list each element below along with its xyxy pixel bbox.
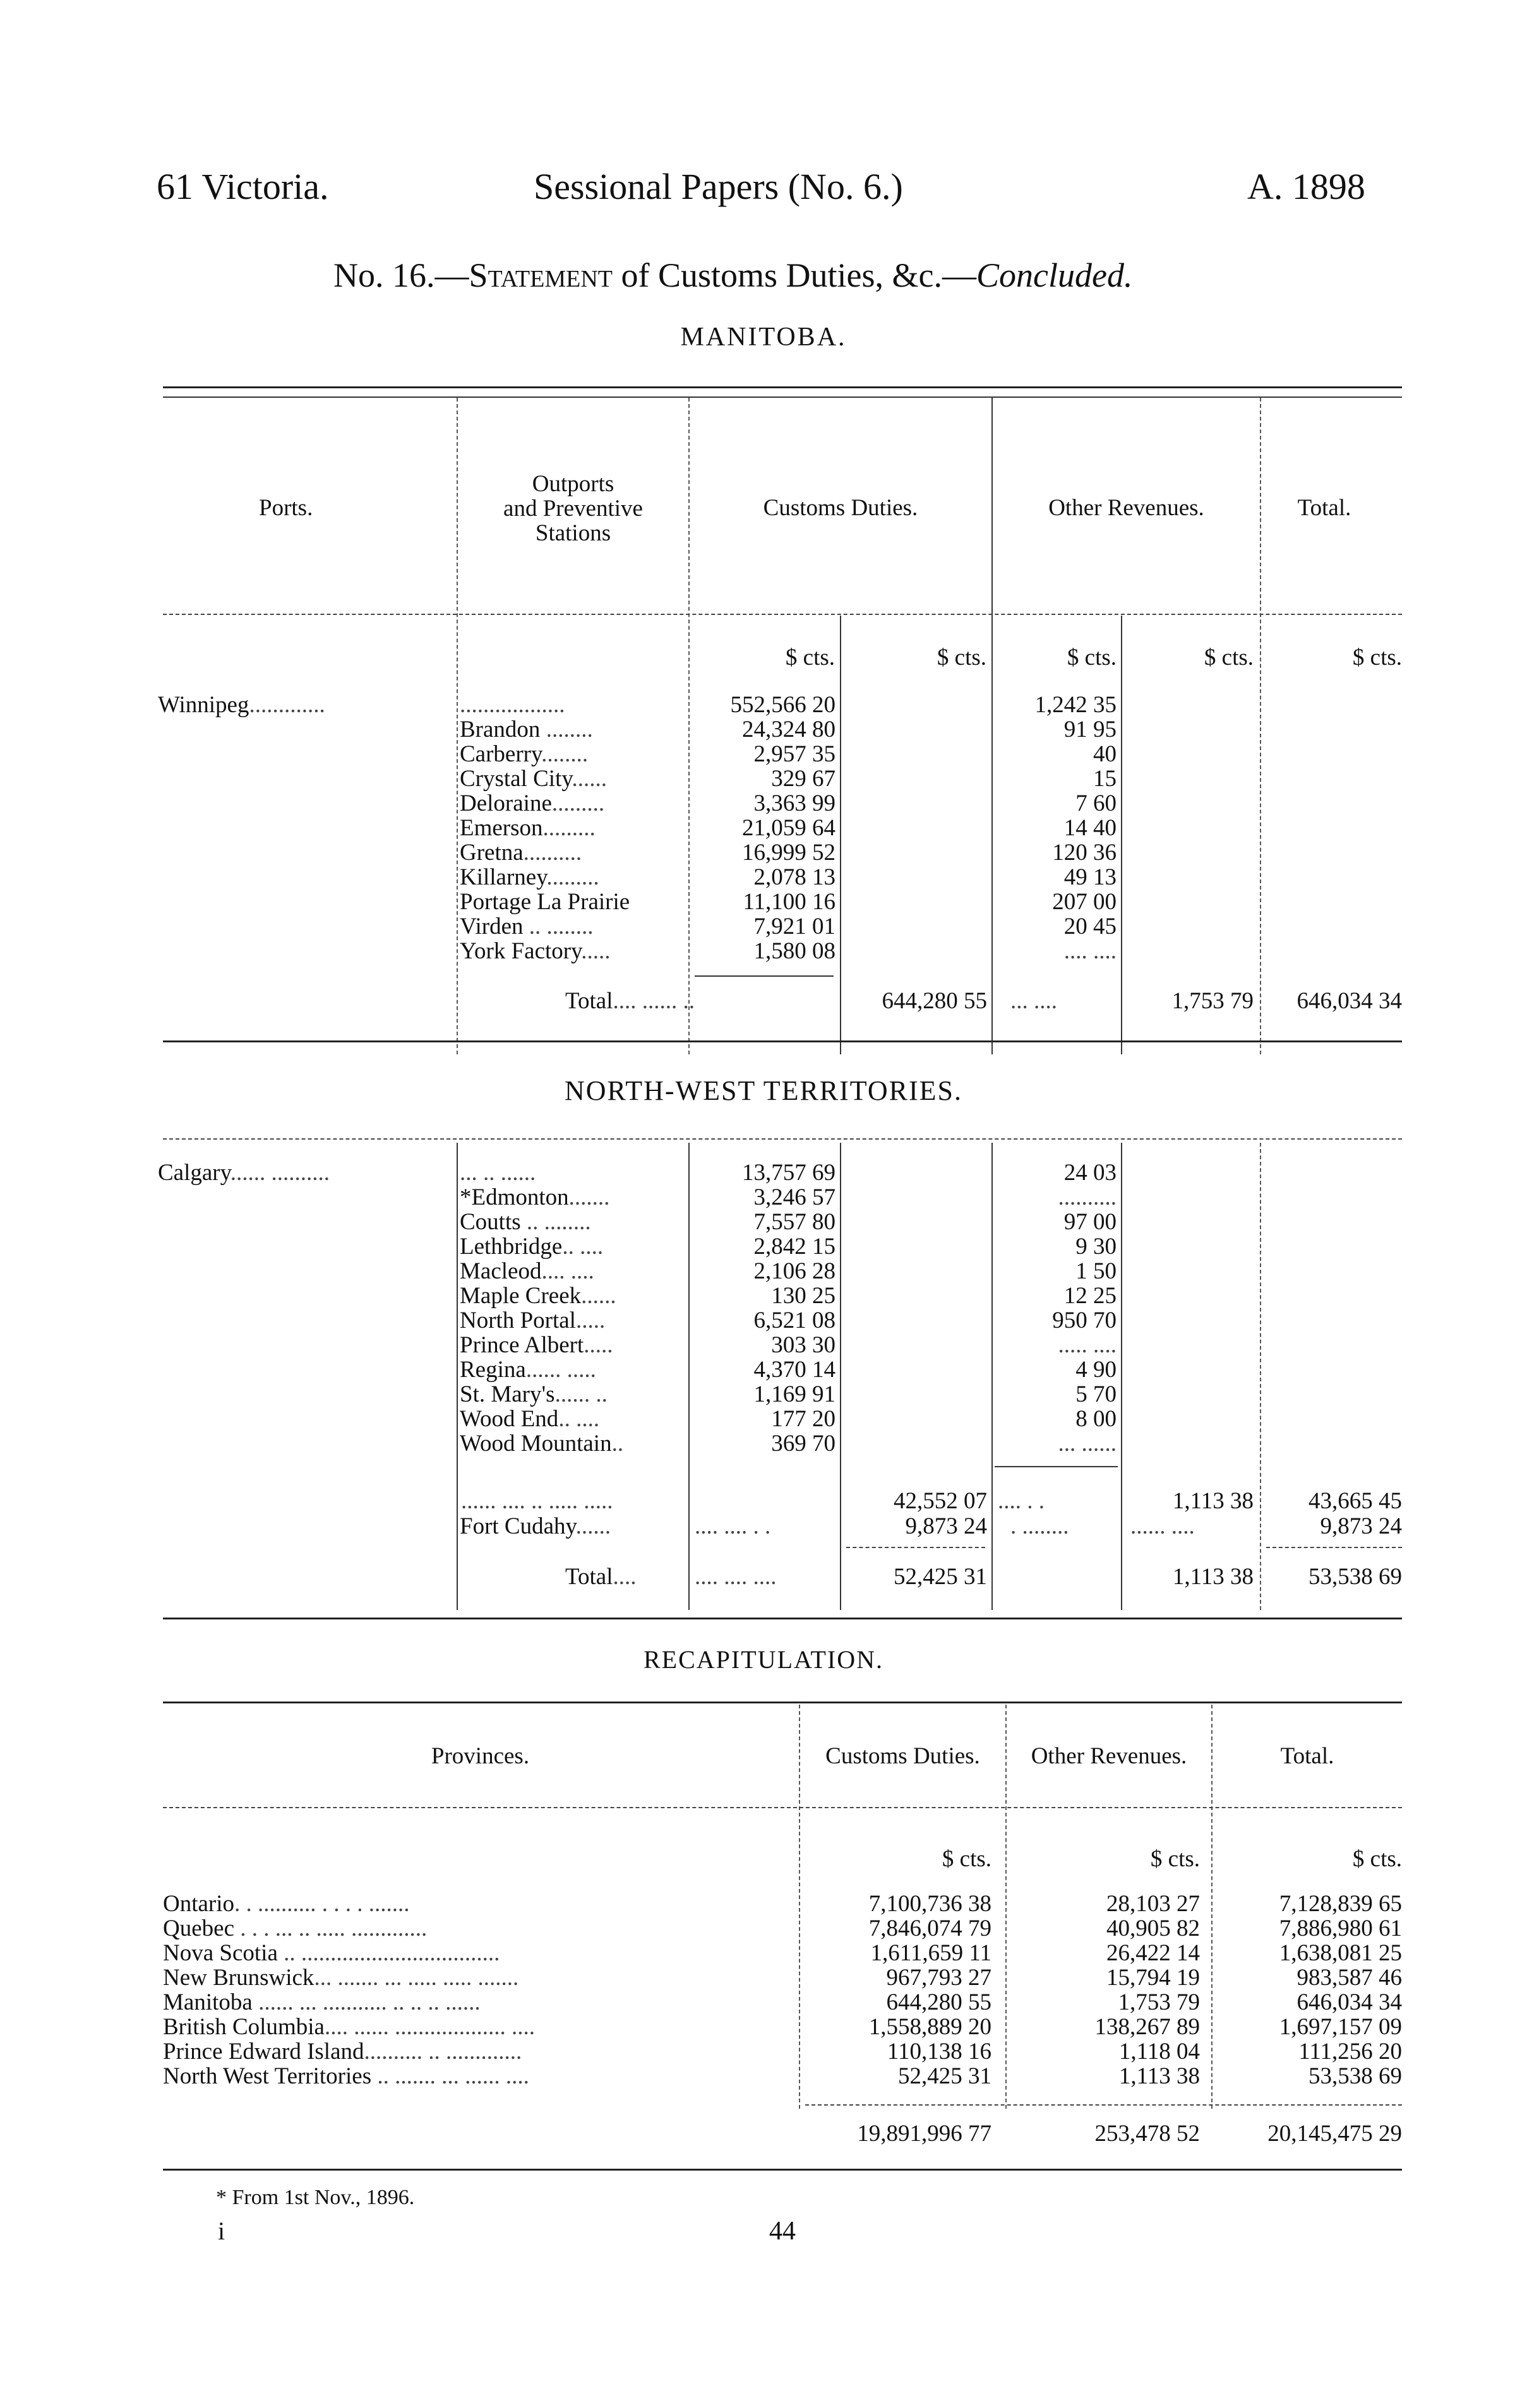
page-number: 44	[769, 2217, 796, 2246]
port-name: Winnipeg.............	[158, 692, 325, 718]
dots: . ........	[1010, 1513, 1069, 1539]
table-cell: 24,324 80	[742, 717, 835, 742]
table-cell: 12 25	[1063, 1283, 1117, 1309]
sum-rule	[805, 2104, 1402, 2106]
table-cell: 177 20	[771, 1406, 835, 1432]
nwt-top-rule	[163, 1138, 1402, 1140]
nwt-total-other: 1,113 38	[1172, 1564, 1254, 1590]
table-cell: 1,753 79	[1118, 1989, 1200, 2015]
unit-label: $ cts.	[1352, 1846, 1402, 1872]
table-cell: 9 30	[1075, 1234, 1117, 1260]
recap-total-header: Total.	[1280, 1743, 1334, 1769]
table-cell: 28,103 27	[1106, 1891, 1200, 1917]
other-revenues-header: Other Revenues.	[1048, 495, 1204, 521]
table-cell: 983,587 46	[1296, 1965, 1402, 1991]
provinces-header: Provinces.	[431, 1743, 530, 1769]
table-cell: 1 50	[1075, 1258, 1117, 1284]
table-cell: 7,128,839 65	[1279, 1891, 1402, 1917]
nwt-total: 53,538 69	[1308, 1564, 1402, 1590]
table-cell: 2,842 15	[753, 1234, 835, 1260]
manitoba-top-rule	[163, 386, 1402, 388]
nwt-col-divider-3	[840, 1143, 841, 1610]
dots: ...... ....	[1130, 1513, 1195, 1539]
table-cell: 52,425 31	[898, 2063, 991, 2089]
nwt-col-divider-2	[688, 1143, 690, 1610]
table-cell: 1,118 04	[1118, 2039, 1200, 2065]
nwt-title: NORTH-WEST TERRITORIES.	[564, 1075, 963, 1106]
table-cell: 303 30	[771, 1332, 835, 1358]
unit-label: $ cts.	[1150, 1846, 1200, 1872]
table-cell: 1,697,157 09	[1279, 2014, 1402, 2040]
page-mark: i	[218, 2217, 225, 2245]
footnote: * From 1st Nov., 1896.	[216, 2186, 415, 2209]
session-label: 61 Victoria.	[157, 166, 329, 207]
dots: .... .... . .	[695, 1513, 771, 1539]
table-cell: 14 40	[1063, 815, 1117, 841]
customs-values	[692, 693, 835, 963]
nwt-subtotal-customs: 42,552 07	[894, 1488, 987, 1514]
recap-total-other: 253,478 52	[1094, 2121, 1200, 2147]
year-label: A. 1898	[1247, 166, 1365, 207]
table-cell: 5 70	[1075, 1381, 1117, 1407]
sum-rule	[695, 975, 834, 977]
recap-bottom-rule	[163, 2169, 1402, 2171]
table-cell: 110,138 16	[887, 2039, 991, 2065]
table-cell: 91 95	[1063, 717, 1117, 742]
nwt-bottom-rule	[163, 1618, 1402, 1619]
customs-values	[692, 1160, 835, 1456]
station-list: .................. Brandon ........ Carberry........ Crystal City...... Deloraine......... Emerson......... Gretna.......... Killarney......... Portage La Prairie Virden .. ........ York Factory.....	[460, 692, 630, 964]
table-cell: 20 45	[1063, 914, 1117, 939]
recap-title: RECAPITULATION.	[644, 1645, 883, 1674]
manitoba-title: MANITOBA.	[680, 323, 847, 352]
dots: ... ....	[1010, 988, 1057, 1014]
ports-header: Ports.	[259, 495, 313, 521]
table-cell: 7,921 01	[753, 914, 835, 939]
table-cell: 7,100,736 38	[868, 1891, 991, 1917]
nwt-subtotal-other: 1,113 38	[1172, 1488, 1254, 1514]
table-cell: 15	[1093, 766, 1117, 792]
total-label: Total....	[565, 1564, 637, 1590]
fort-cudahy-customs: 9,873 24	[905, 1513, 987, 1539]
table-cell: 7,886,980 61	[1279, 1916, 1402, 1941]
table-cell: 138,267 89	[1094, 2014, 1200, 2040]
table-cell: 16,999 52	[742, 840, 835, 866]
table-cell: 3,363 99	[753, 790, 835, 816]
manitoba-total: 646,034 34	[1296, 988, 1402, 1014]
total-header: Total.	[1297, 495, 1351, 521]
table-cell: 130 25	[771, 1283, 835, 1309]
other-revenue-values: 24 03 .......... 97 00 9 30 1 50 12 25 950 70 ..... .... 4 90 5 70 8 00 ... ......	[995, 1160, 1117, 1456]
table-cell: 111,256 20	[1298, 2039, 1402, 2065]
table-cell: 53,538 69	[1308, 2063, 1402, 2089]
table-cell: 97 00	[1063, 1209, 1117, 1235]
recap-other-header: Other Revenues.	[1031, 1743, 1187, 1769]
table-cell: 4,370 14	[753, 1357, 835, 1383]
unit-label: $ cts.	[937, 645, 986, 671]
table-cell: 1,558,889 20	[868, 2014, 991, 2040]
dots: ...... .... .. ..... .....	[461, 1488, 613, 1514]
manitoba-col-divider-5	[1121, 616, 1122, 1054]
table-cell: 2,106 28	[753, 1258, 835, 1284]
recap-customs-header: Customs Duties.	[825, 1743, 980, 1769]
table-cell: 1,580 08	[753, 938, 835, 964]
table-cell: 1,113 38	[1118, 2063, 1200, 2089]
total-label: Total.... ...... ..	[565, 988, 695, 1014]
sum-rule	[1266, 1547, 1402, 1548]
fort-cudahy-total: 9,873 24	[1320, 1513, 1402, 1539]
dots: .... .... ....	[695, 1564, 777, 1590]
port-name: Calgary...... ..........	[158, 1160, 330, 1186]
sessional-papers-title: Sessional Papers (No. 6.)	[534, 166, 903, 207]
manitoba-total-customs: 644,280 55	[882, 988, 987, 1014]
customs-duties-header: Customs Duties.	[763, 495, 918, 521]
table-cell: 13,757 69	[742, 1160, 835, 1186]
nwt-col-divider-1	[457, 1143, 458, 1610]
sum-rule	[846, 1547, 985, 1548]
table-cell: 6,521 08	[753, 1308, 835, 1333]
table-cell: 1,611,659 11	[870, 1940, 991, 1966]
table-cell: 11,100 16	[743, 889, 835, 915]
recap-header-rule	[163, 1807, 1402, 1808]
table-cell: 1,242 35	[1034, 692, 1117, 718]
table-cell: 26,422 14	[1106, 1940, 1200, 1966]
nwt-total-customs: 52,425 31	[894, 1564, 987, 1590]
recap-total-values	[1216, 1892, 1402, 2089]
table-cell: 15,794 19	[1106, 1965, 1200, 1991]
unit-label: $ cts.	[1352, 645, 1402, 671]
manitoba-total-other: 1,753 79	[1171, 988, 1254, 1014]
table-cell: 967,793 27	[886, 1965, 991, 1991]
table-cell: 1,638,081 25	[1279, 1940, 1402, 1966]
table-cell: 552,566 20	[730, 692, 835, 718]
table-cell: 21,059 64	[742, 815, 835, 841]
table-cell: 49 13	[1063, 864, 1117, 890]
table-cell: 40	[1093, 741, 1117, 767]
table-cell: 7 60	[1075, 790, 1117, 816]
table-cell: 950 70	[1052, 1308, 1117, 1333]
recap-customs-values	[802, 1892, 991, 2089]
station-list: ... .. ...... *Edmonton....... Coutts .. ........ Lethbridge.. .... Macleod.... .... Maple Creek...... North Portal..... Prince Albert..... Regina...... ..... St. Mary's...... .. Wood End.. .... Wood Mountain..	[460, 1160, 624, 1457]
table-cell: 4 90	[1075, 1357, 1117, 1383]
table-cell: 3,246 57	[753, 1184, 835, 1210]
table-cell: 120 36	[1052, 840, 1117, 866]
nwt-col-divider-4	[991, 1143, 993, 1610]
province-list: Ontario. . .......... . . . . ....... Quebec . . . ... .. ..... ............. Nova Scotia .. .................................. New Brunswick... ....... ... ..... ..... ....... Manitoba ...... ... ........... .. .. .. ...... British Columbia.... ...... ................... .... Prince Edward Island.......... .. ............. North West Territories .. ....... ... ...... ....	[163, 1891, 535, 2089]
table-cell: 644,280 55	[886, 1989, 991, 2015]
recap-top-rule	[163, 1702, 1402, 1703]
unit-label: $ cts.	[942, 1846, 991, 1872]
table-cell: 646,034 34	[1296, 1989, 1402, 2015]
table-cell: 2,078 13	[753, 864, 835, 890]
other-revenue-values: 1,242 35 91 95 40 15 7 60 14 40 120 36 49 13 207 00 20 45 .... ....	[995, 693, 1117, 963]
recap-grand-total: 20,145,475 29	[1267, 2121, 1402, 2147]
table-cell: 7,846,074 79	[868, 1916, 991, 1941]
table-cell: 369 70	[771, 1431, 835, 1457]
manitoba-top-rule-2	[163, 396, 1402, 398]
unit-label: $ cts.	[1204, 645, 1254, 671]
outports-header: Outports and Preventive Stations	[503, 471, 643, 546]
table-cell: 329 67	[771, 766, 835, 792]
unit-label: $ cts.	[785, 645, 835, 671]
table-cell: 2,957 35	[753, 741, 835, 767]
statement-title: No. 16.—Statement of Customs Duties, &c.—Concluded.	[333, 256, 1133, 294]
manitoba-header-rule	[163, 614, 1402, 615]
dots: .... . .	[998, 1488, 1045, 1514]
nwt-col-divider-6	[1260, 1143, 1261, 1610]
table-cell: 8 00	[1075, 1406, 1117, 1432]
manitoba-bottom-rule	[163, 1040, 1402, 1042]
table-cell: 40,905 82	[1106, 1916, 1200, 1941]
fort-cudahy-label: Fort Cudahy......	[460, 1513, 611, 1539]
table-cell: 7,557 80	[753, 1209, 835, 1235]
table-cell: 207 00	[1052, 889, 1117, 915]
table-cell: 1,169 91	[753, 1381, 835, 1407]
sum-rule	[995, 1466, 1118, 1467]
manitoba-col-divider-4	[840, 616, 841, 1054]
nwt-subtotal-total: 43,665 45	[1308, 1488, 1402, 1514]
nwt-col-divider-5	[1121, 1143, 1122, 1610]
table-cell: 24 03	[1063, 1160, 1117, 1186]
recap-total-customs: 19,891,996 77	[857, 2121, 991, 2147]
recap-other-values	[1010, 1892, 1200, 2089]
unit-label: $ cts.	[1067, 645, 1117, 671]
